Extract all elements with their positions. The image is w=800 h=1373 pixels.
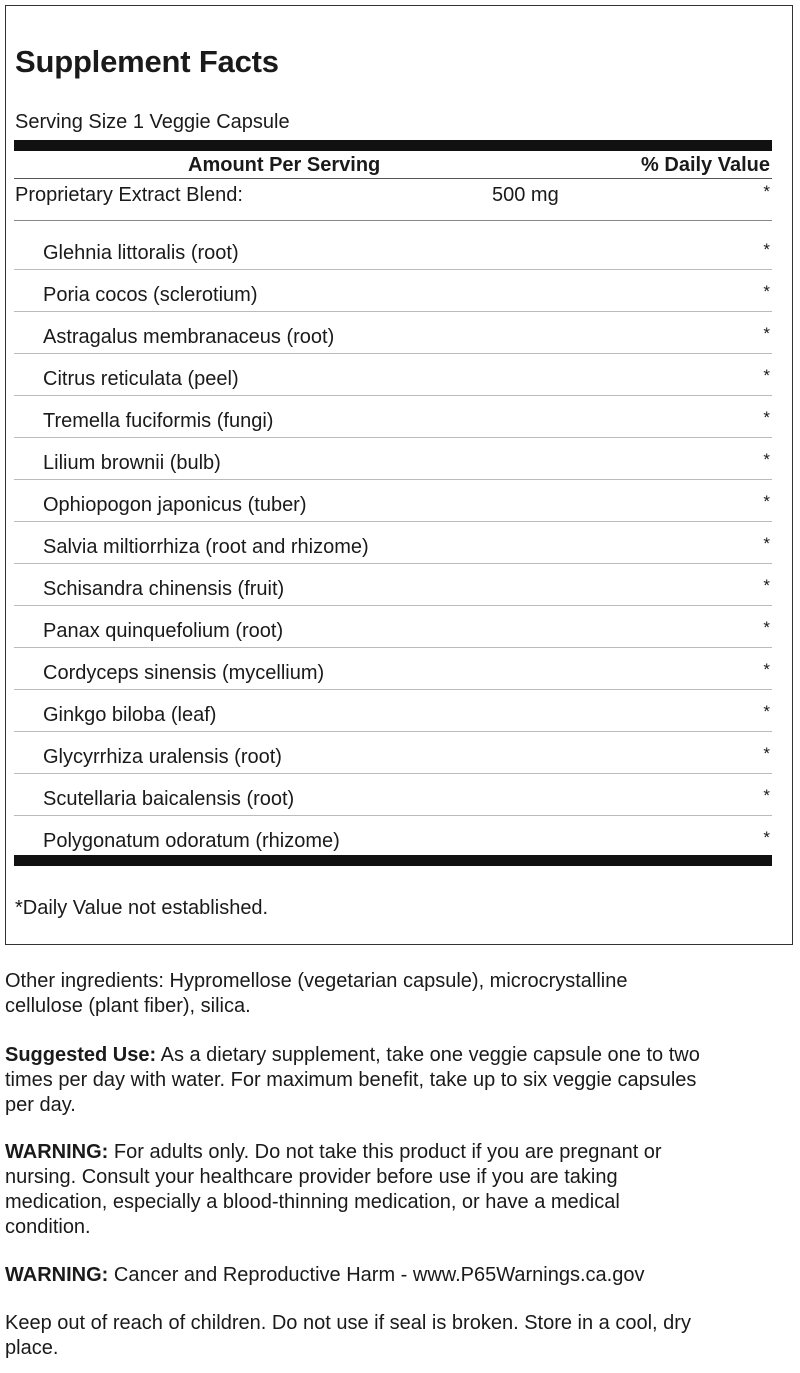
suggested-use-line: times per day with water. For maximum benefit, take up to six veggie capsules [5, 1069, 697, 1091]
table-row [14, 564, 772, 606]
suggested-use-text: As a dietary supplement, take one veggie capsule one to two [156, 1044, 700, 1066]
table-row [14, 228, 772, 270]
table-row [14, 396, 772, 438]
blend-amount: 500 mg [492, 184, 559, 206]
header-daily-value: % Daily Value [641, 154, 770, 176]
storage-instructions [5, 1311, 795, 1361]
ingredient-name: Cordyceps sinensis (mycellium) [43, 662, 325, 684]
ingredient-dv: * [763, 618, 770, 637]
table-row-blend [14, 179, 772, 221]
other-ingredients [5, 969, 795, 1019]
bottom-divider [14, 855, 772, 866]
table-header [14, 151, 772, 179]
ingredient-dv: * [763, 576, 770, 595]
ingredient-name: Poria cocos (sclerotium) [43, 284, 258, 306]
blend-name: Proprietary Extract Blend: [15, 184, 243, 206]
table-row [14, 438, 772, 480]
serving-size: Serving Size 1 Veggie Capsule [15, 111, 290, 133]
table-row [14, 690, 772, 732]
prop65-text: Cancer and Reproductive Harm - www.P65Warnings.ca.gov [108, 1264, 645, 1286]
ingredient-name: Lilium brownii (bulb) [43, 452, 221, 474]
table-row [14, 522, 772, 564]
table-row [14, 732, 772, 774]
ingredient-name: Panax quinquefolium (root) [43, 620, 284, 642]
top-divider [14, 140, 772, 151]
ingredient-dv: * [763, 324, 770, 343]
ingredient-name: Tremella fuciformis (fungi) [43, 410, 274, 432]
ingredient-dv: * [763, 828, 770, 847]
blend-dv: * [763, 182, 770, 201]
suggested-use-label: Suggested Use: [5, 1044, 157, 1066]
ingredient-name: Scutellaria baicalensis (root) [43, 788, 295, 810]
table-row [14, 354, 772, 396]
ingredient-dv: * [763, 660, 770, 679]
ingredient-dv: * [763, 534, 770, 553]
warning-line: condition. [5, 1216, 91, 1238]
ingredient-dv: * [763, 450, 770, 469]
daily-value-footnote: *Daily Value not established. [15, 897, 269, 919]
ingredient-dv: * [763, 408, 770, 427]
ingredient-name: Ginkgo biloba (leaf) [43, 704, 217, 726]
storage-line: place. [5, 1337, 59, 1359]
ingredient-dv: * [763, 492, 770, 511]
ingredient-dv: * [763, 240, 770, 259]
panel-title: Supplement Facts [15, 44, 279, 79]
warning-line: medication, especially a blood-thinning medication, or have a medical [5, 1191, 620, 1213]
table-row [14, 312, 772, 354]
ingredient-name: Polygonatum odoratum (rhizome) [43, 830, 340, 852]
warning-general [5, 1140, 795, 1240]
table-row [14, 648, 772, 690]
ingredient-name: Schisandra chinensis (fruit) [43, 578, 285, 600]
table-row [14, 774, 772, 816]
ingredient-dv: * [763, 786, 770, 805]
header-amount-per-serving: Amount Per Serving [188, 154, 381, 176]
ingredient-name: Ophiopogon japonicus (tuber) [43, 494, 307, 516]
table-row [14, 606, 772, 648]
warning-line: nursing. Consult your healthcare provider before use if you are taking [5, 1166, 618, 1188]
table-row [14, 816, 772, 858]
ingredient-name: Citrus reticulata (peel) [43, 368, 239, 390]
suggested-use [5, 1043, 795, 1118]
ingredient-name: Glycyrrhiza uralensis (root) [43, 746, 282, 768]
ingredient-dv: * [763, 282, 770, 301]
ingredient-name: Salvia miltiorrhiza (root and rhizome) [43, 536, 369, 558]
other-ingredients-line: Other ingredients: Hypromellose (vegetarian capsule), microcrystalline [5, 970, 628, 992]
ingredient-name: Glehnia littoralis (root) [43, 242, 239, 264]
storage-line: Keep out of reach of children. Do not use if seal is broken. Store in a cool, dry [5, 1312, 691, 1334]
ingredient-dv: * [763, 366, 770, 385]
suggested-use-line: per day. [5, 1094, 76, 1116]
warning-text: For adults only. Do not take this product if you are pregnant or [108, 1141, 662, 1163]
ingredient-name: Astragalus membranaceus (root) [43, 326, 335, 348]
warning-prop65 [5, 1263, 795, 1288]
warning-label: WARNING: [5, 1141, 109, 1163]
ingredient-dv: * [763, 744, 770, 763]
table-row [14, 480, 772, 522]
other-ingredients-line: cellulose (plant fiber), silica. [5, 995, 251, 1017]
ingredient-dv: * [763, 702, 770, 721]
warning-label: WARNING: [5, 1264, 109, 1286]
table-row [14, 270, 772, 312]
